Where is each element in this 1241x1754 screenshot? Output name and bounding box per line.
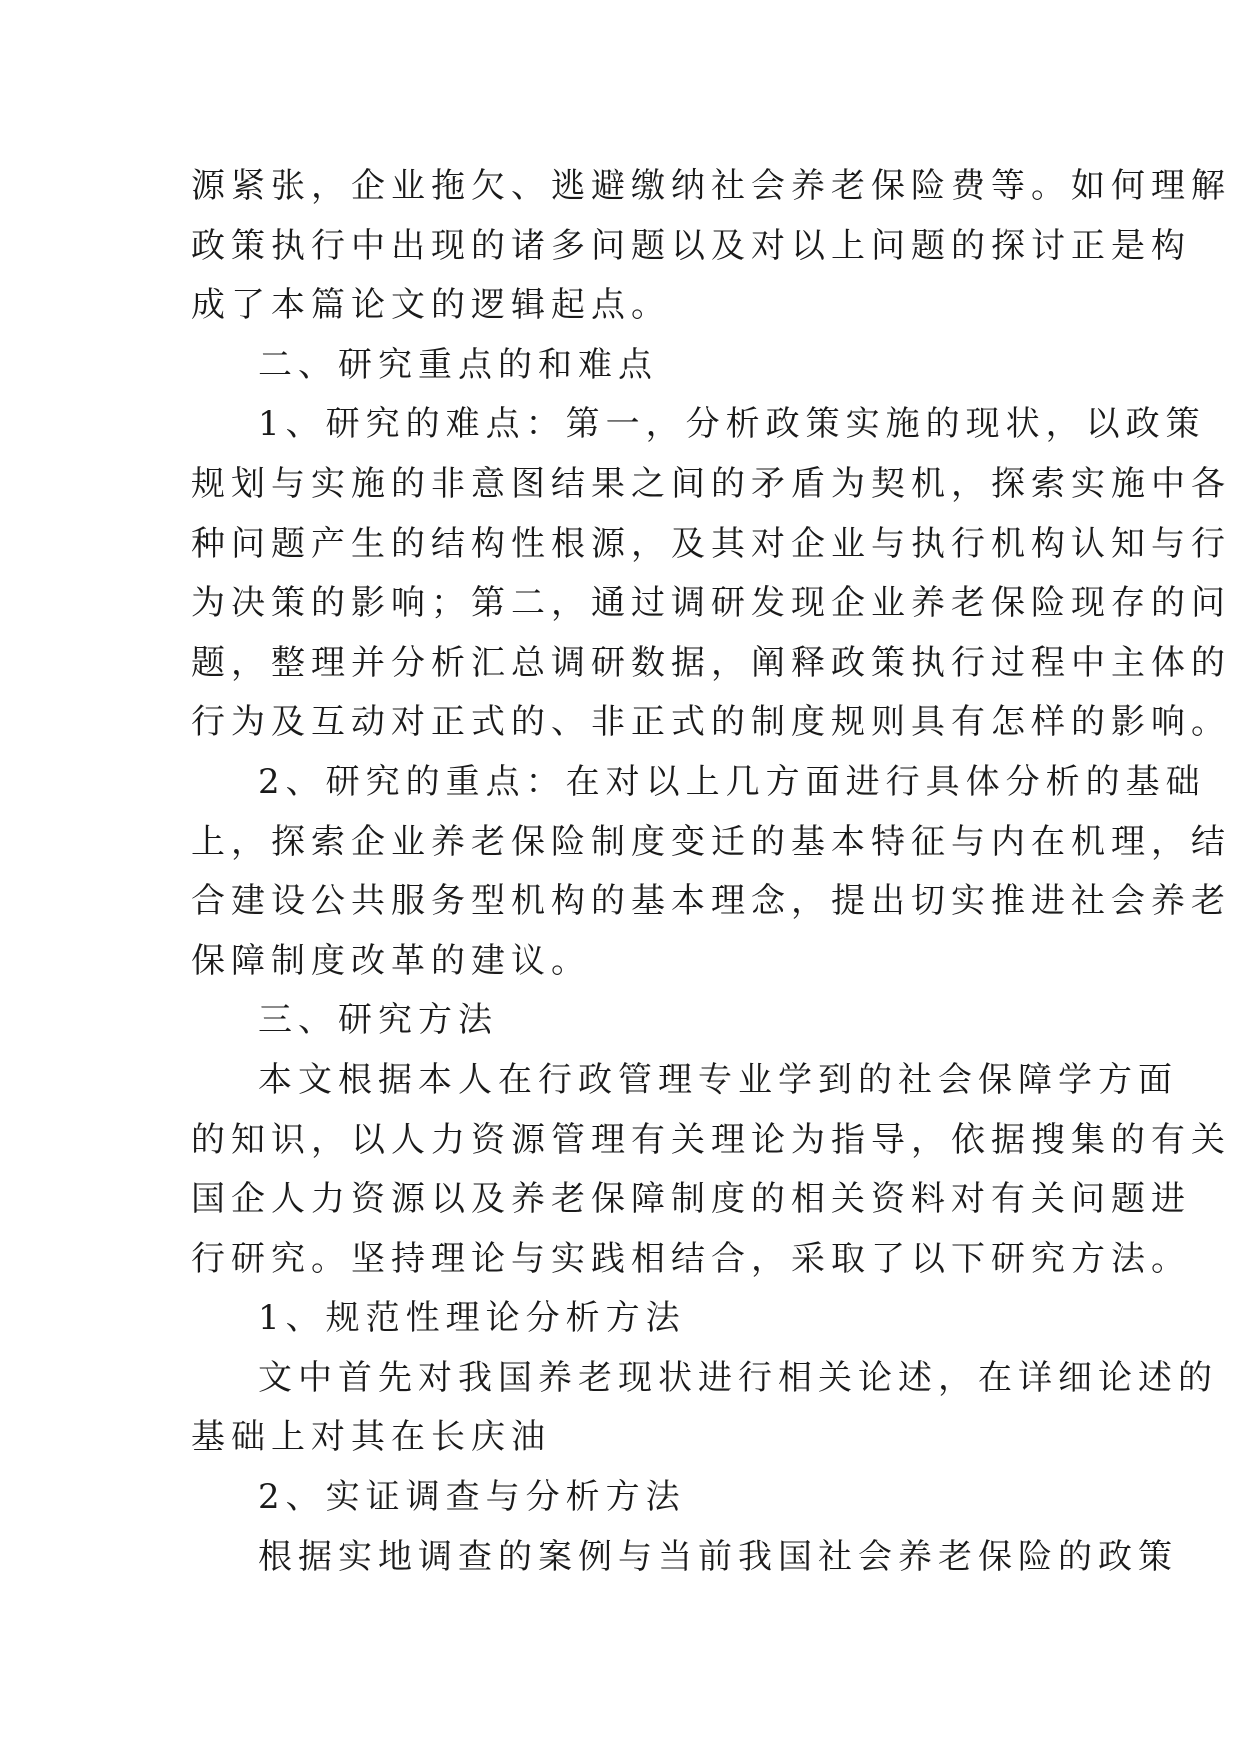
text-line: 基础上对其在长庆油 [191,1417,551,1457]
text-line: 成了本篇论文的逻辑起点。 [191,285,671,325]
text-line: 种问题产生的结构性根源，及其对企业与执行机构认知与行 [191,524,1231,564]
text-line: 文中首先对我国养老现状进行相关论述，在详细论述的 [258,1358,1218,1398]
text-line: 合建设公共服务型机构的基本理念，提出切实推进社会养老 [191,881,1231,921]
text-line: 2、研究的重点：在对以上几方面进行具体分析的基础 [258,762,1206,802]
text-line: 根据实地调查的案例与当前我国社会养老保险的政策 [258,1537,1178,1577]
text-line: 国企人力资源以及养老保障制度的相关资料对有关问题进 [191,1179,1191,1219]
text-line: 行为及互动对正式的、非正式的制度规则具有怎样的影响。 [191,702,1231,742]
text-line: 本文根据本人在行政管理专业学到的社会保障学方面 [258,1060,1178,1100]
text-line: 源紧张，企业拖欠、逃避缴纳社会养老保险费等。如何理解 [191,166,1231,206]
text-line: 政策执行中出现的诸多问题以及对以上问题的探讨正是构 [191,226,1191,266]
text-line: 保障制度改革的建议。 [191,941,591,981]
subsection-heading: 1、规范性理论分析方法 [258,1298,686,1338]
text-line: 为决策的影响；第二，通过调研发现企业养老保险现存的问 [191,583,1231,623]
text-line: 行研究。坚持理论与实践相结合，采取了以下研究方法。 [191,1239,1191,1279]
subsection-heading: 2、实证调查与分析方法 [258,1477,686,1517]
section-heading: 三、研究方法 [258,1000,498,1040]
text-line: 上，探索企业养老保险制度变迁的基本特征与内在机理，结 [191,822,1231,862]
text-line: 规划与实施的非意图结果之间的矛盾为契机，探索实施中各 [191,464,1231,504]
text-line: 题，整理并分析汇总调研数据，阐释政策执行过程中主体的 [191,643,1231,683]
text-line: 1、研究的难点：第一，分析政策实施的现状，以政策 [258,404,1206,444]
text-line: 的知识，以人力资源管理有关理论为指导，依据搜集的有关 [191,1120,1231,1160]
section-heading: 二、研究重点的和难点 [258,345,658,385]
